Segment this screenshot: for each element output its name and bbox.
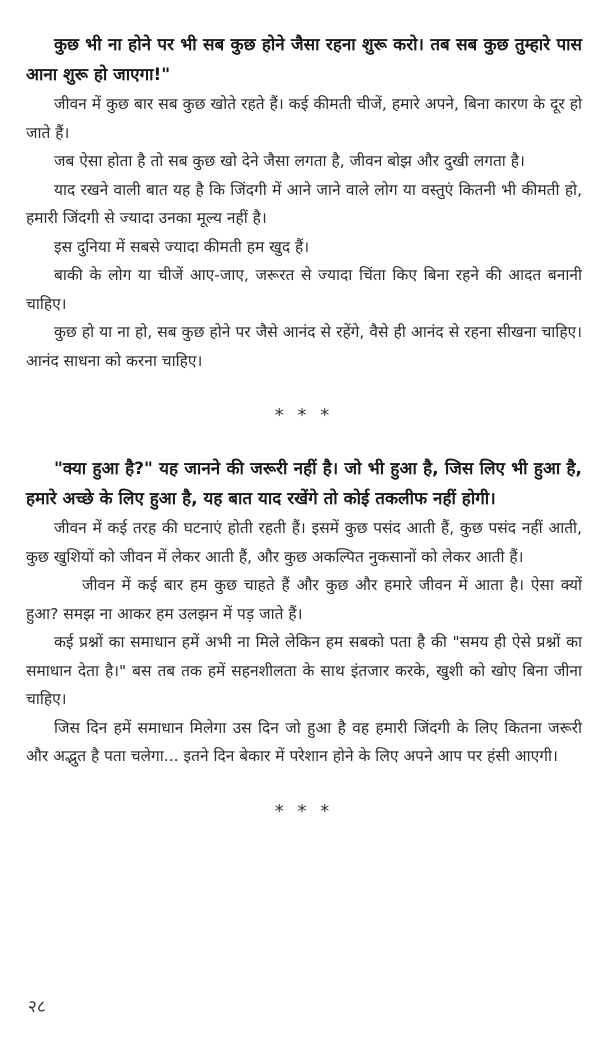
- section-1-paragraph: इस दुनिया में सबसे ज्यादा कीमती हम खुद हैं।: [54, 237, 310, 256]
- section-1-paragraph: जीवन में कुछ बार सब कुछ खोते रहते हैं। कई कीमती चीजें, हमारे अपने, बिना कारण के दूर हो जाते हैं।: [26, 95, 582, 142]
- section-1-paragraph: कुछ हो या ना हो, सब कुछ होने पर जैसे आनंद से रहेंगे, वैसे ही आनंद से रहना सीखना चाहिए। आनंद साधना को करना चाहिए।: [26, 323, 582, 370]
- section-2-paragraph: जीवन में कई तरह की घटनाएं होती रहती हैं। इसमें कुछ पसंद आती हैं, कुछ पसंद नहीं आती, कुछ खुशियों को जीवन में लेकर आती हैं, और कुछ अकल्पित नुकसानों को लेकर आती हैं।: [26, 519, 582, 566]
- section-2-paragraph: कई प्रश्नों का समाधान हमें अभी ना मिले लेकिन हम सबको पता है की "समय ही ऐसे प्रश्नों का समाधान देता है।" बस तब तक हमें सहनशीलता के साथ इंतजार करके, खुशी को खोए बिना जीना चाहिए।: [26, 633, 582, 708]
- section-1-heading: कुछ भी ना होने पर भी सब कुछ होने जैसा रहना शुरू करो। तब सब कुछ तुम्हारे पास आना शुरू हो जाएगा!": [26, 35, 582, 85]
- section-1-paragraph: बाकी के लोग या चीजें आए-जाए, जरूरत से ज्यादा चिंता किए बिना रहने की आदत बनानी चाहिए।: [26, 266, 582, 313]
- page-number: २८: [28, 997, 46, 1017]
- section-2-heading: "क्या हुआ है?" यह जानने की जरूरी नहीं है। जो भी हुआ है, जिस लिए भी हुआ है, हमारे अच्छे के लिए हुआ है, यह बात याद रखेंगे तो कोई तकलीफ नहीं होगी।: [26, 459, 582, 509]
- section-1-paragraph: याद रखने वाली बात यह है कि जिंदगी में आने जाने वाले लोग या वस्तुएं कितनी भी कीमती हो, हमारी जिंदगी से ज्यादा उनका मूल्य नहीं है।: [26, 180, 582, 227]
- section-1-paragraph: जब ऐसा होता है तो सब कुछ खो देने जैसा लगता है, जीवन बोझ और दुखी लगता है।: [54, 152, 525, 170]
- page-content: [26, 30, 582, 822]
- section-separator: * * *: [274, 405, 334, 426]
- section-separator: * * *: [274, 800, 334, 822]
- section-2-paragraph: जिस दिन हमें समाधान मिलेगा उस दिन जो हुआ है वह हमारी जिंदगी के लिए कितना जरूरी और अद्भुत है पता चलेगा... इतने दिन बेकार में परेशान होने के लिए अपने आप पर हंसी आएगी।: [26, 718, 582, 765]
- section-2-paragraph: जीवन में कई बार हम कुछ चाहते हैं और कुछ और हमारे जीवन में आता है। ऐसा क्यों हुआ? समझ ना आकर हम उलझन में पड़ जाते हैं।: [26, 576, 582, 623]
